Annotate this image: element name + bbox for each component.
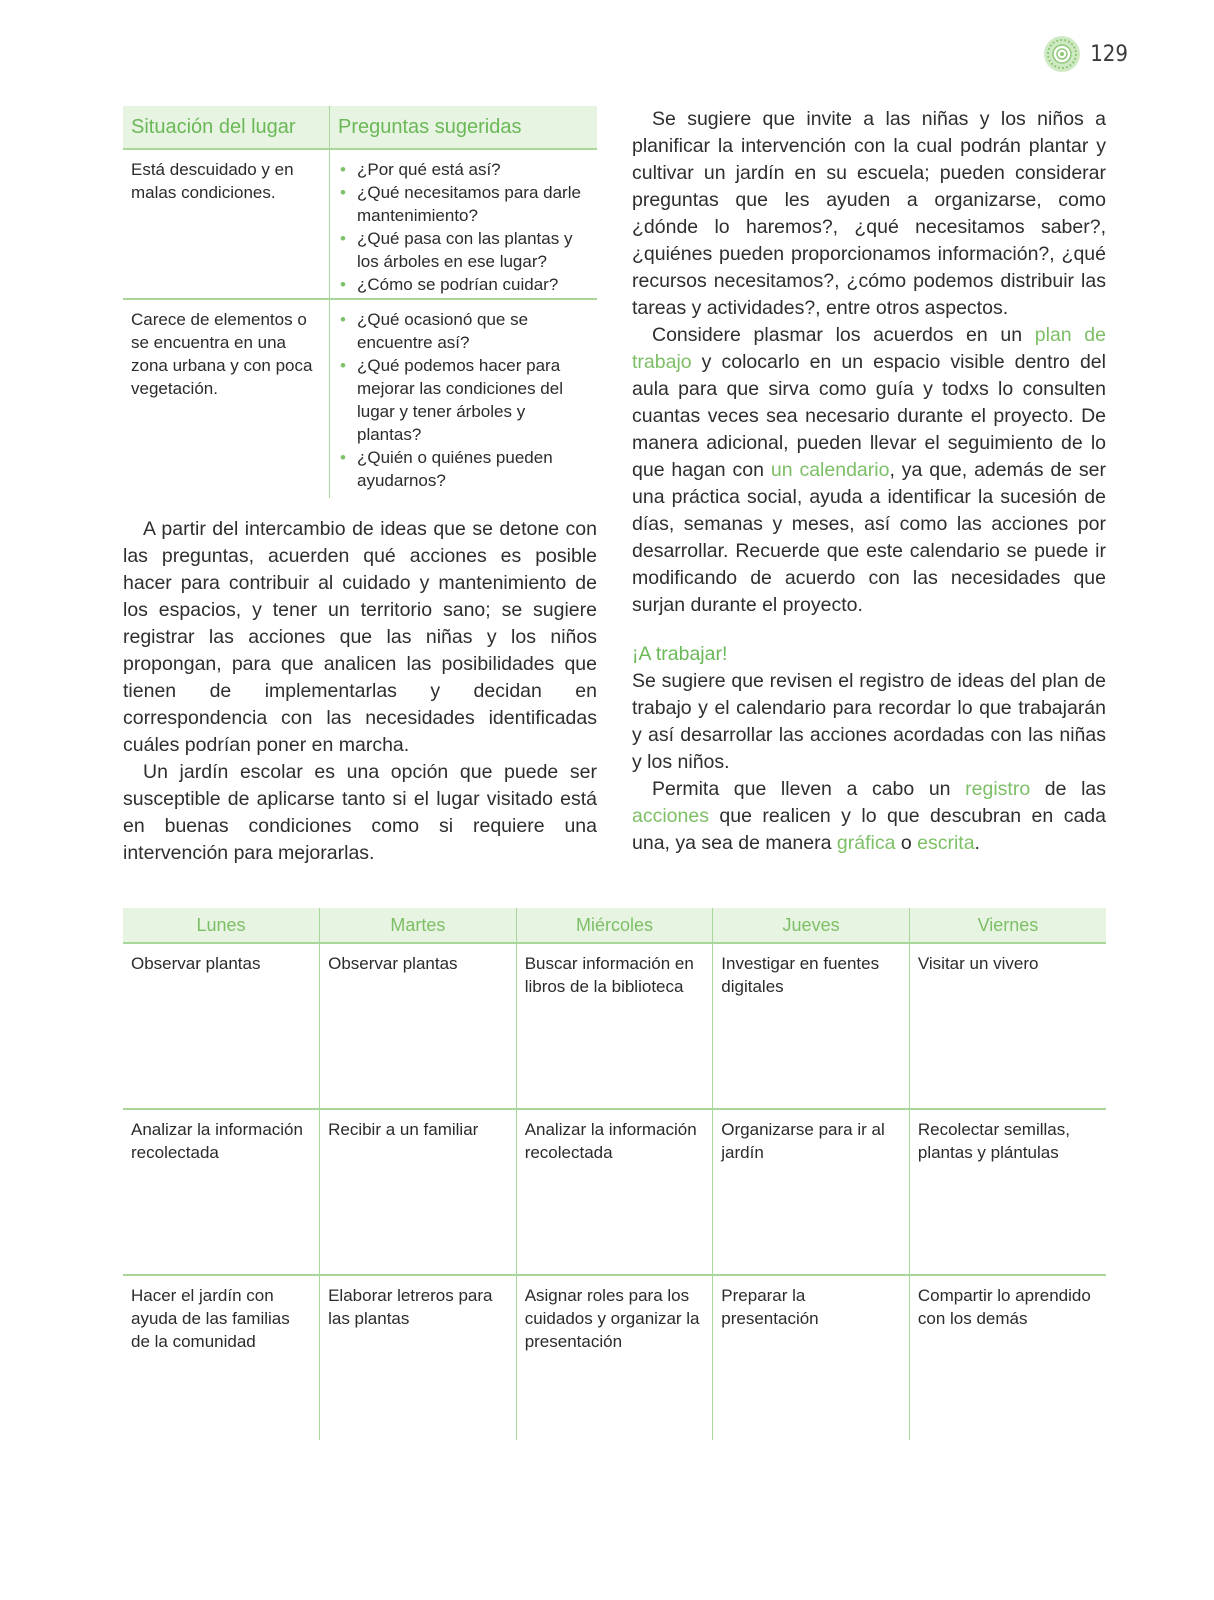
calendar-day-header: Viernes — [909, 908, 1106, 943]
paragraph — [632, 322, 1106, 619]
highlight-acciones: acciones — [632, 805, 709, 827]
questions-cell — [330, 149, 598, 299]
situation-cell: Está descuidado y en malas condiciones. — [123, 149, 330, 299]
text-run: Permita que lleven a cabo un — [652, 778, 966, 800]
calendar-week-row — [123, 1275, 1106, 1440]
text-run: , ya que, además de ser una práctica social, ayuda a identificar la sucesión de días, semanas y meses, así como las acciones por desarrollar. Recuerde que este calendario se puede ir modificando de acuerdo con las necesidades que surjan durante el proyecto. — [632, 459, 1106, 616]
list-item: • ¿Cómo se podrían cuidar? — [338, 273, 589, 296]
calendar-cell: Recibir a un familiar — [320, 1109, 517, 1275]
page-header — [1042, 34, 1128, 74]
table-header-questions: Preguntas sugeridas — [330, 106, 598, 149]
right-column-text — [632, 106, 1106, 857]
situation-cell: Carece de elementos o se encuentra en una zona urbana y con poca vegetación. — [123, 299, 330, 498]
calendar-week-row — [123, 943, 1106, 1109]
table-row — [123, 299, 597, 498]
highlight-plan-de-trabajo: plan de trabajo — [632, 324, 1106, 373]
list-item: • ¿Por qué está así? — [338, 158, 589, 181]
text-run: Considere plasmar los acuerdos en un — [652, 324, 1035, 346]
page-number: 129 — [1090, 41, 1128, 67]
calendar-cell: Compartir lo aprendido con los demás — [909, 1275, 1106, 1440]
highlight-escrita: escrita — [917, 832, 975, 854]
calendar-cell: Elaborar letreros para las plantas — [320, 1275, 517, 1440]
table-row — [123, 149, 597, 299]
calendar-week-row — [123, 1109, 1106, 1275]
left-column-text — [123, 516, 597, 867]
list-item: • ¿Qué ocasionó que se encuentre así? — [338, 308, 589, 354]
paragraph: A partir del intercambio de ideas que se detone con las preguntas, acuerden qué acciones es posible hacer para contribuir al cuidado y mantenimiento de los espacios, y tener un territorio sano; se sugiere registrar las acciones que las niñas y los niños propongan, para que analicen las posibilidades que tienen de implementarlas y decidan en correspondencia con las necesidades identificadas cuáles podrían poner en marcha. — [123, 518, 597, 756]
calendar-cell: Recolectar semillas, plantas y plántulas — [909, 1109, 1106, 1275]
paragraph: Un jardín escolar es una opción que puede ser susceptible de aplicarse tanto si el lugar visitado está en buenas condiciones como si requiere una intervención para mejorarlas. — [123, 761, 597, 864]
text-run: de las — [1030, 778, 1107, 800]
list-item: • ¿Qué podemos hacer para mejorar las condiciones del lugar y tener árboles y plantas? — [338, 354, 589, 446]
green-sun-emblem-icon — [1042, 34, 1082, 74]
highlight-registro: registro — [965, 778, 1031, 800]
questions-list — [338, 308, 589, 492]
calendar-cell: Asignar roles para los cuidados y organizar la presentación — [516, 1275, 713, 1440]
paragraph — [632, 776, 1106, 857]
situation-questions-table — [123, 106, 597, 498]
list-item: • ¿Qué necesitamos para darle mantenimiento? — [338, 181, 589, 227]
list-item: • ¿Quién o quiénes pueden ayudarnos? — [338, 446, 589, 492]
questions-list — [338, 158, 589, 296]
calendar-day-header: Lunes — [123, 908, 320, 943]
calendar-day-header: Miércoles — [516, 908, 713, 943]
calendar-day-header: Jueves — [713, 908, 910, 943]
text-run: o — [895, 832, 918, 854]
highlight-un-calendario: un calendario — [770, 459, 890, 481]
calendar-cell: Visitar un vivero — [917, 954, 1039, 973]
calendar-cell: Organizarse para ir al jardín — [713, 1109, 910, 1275]
list-item: • ¿Qué pasa con las plantas y los árboles en ese lugar? — [338, 227, 589, 273]
calendar-day-header: Martes — [320, 908, 517, 943]
calendar-cell: Observar plantas — [123, 943, 320, 1109]
text-run: . — [974, 832, 980, 854]
paragraph: Se sugiere que revisen el registro de ideas del plan de trabajo y el calendario para recordar lo que trabajarán y así desarrollar las acciones acordadas con las niñas y los niños. — [632, 670, 1106, 773]
calendar-cell: Buscar información en libros de la biblioteca — [516, 943, 713, 1109]
paragraph: Se sugiere que invite a las niñas y los niños a planificar la intervención con la cual podrán plantar y cultivar un jardín en su escuela; pueden considerar preguntas que les ayuden a organizarse, como ¿dónde lo haremos?, ¿qué necesitamos saber?, ¿quiénes pueden proporcionamos información?, ¿qué recursos necesitamos?, ¿cómo podemos distribuir las tareas y actividades?, entre otros aspectos. — [632, 108, 1106, 319]
text-run: que realicen y lo que descubran en cada una, ya sea de manera — [632, 805, 1106, 854]
calendar-cell: Analizar la información recolectada — [123, 1109, 320, 1275]
calendar-cell: Observar plantas — [320, 943, 517, 1109]
table-header-situation: Situación del lugar — [123, 106, 330, 149]
calendar-cell: Hacer el jardín con ayuda de las familias de la comunidad — [123, 1275, 320, 1440]
calendar-cell: Investigar en fuentes digitales — [713, 943, 910, 1109]
text-run: y colocarlo en un espacio visible dentro del aula para que sirva como guía y todxs lo consulten cuantas veces sea necesario durante el proyecto. De manera adicional, pueden llevar el seguimiento de lo que hagan con — [632, 351, 1106, 481]
questions-cell — [330, 299, 598, 498]
highlight-grafica: gráfica — [836, 832, 896, 854]
calendar-cell: Preparar la presentación — [713, 1275, 910, 1440]
calendar-cell: Analizar la información recolectada — [516, 1109, 713, 1275]
section-subheading: ¡A trabajar! — [632, 643, 728, 665]
weekly-calendar-table — [123, 908, 1106, 1440]
